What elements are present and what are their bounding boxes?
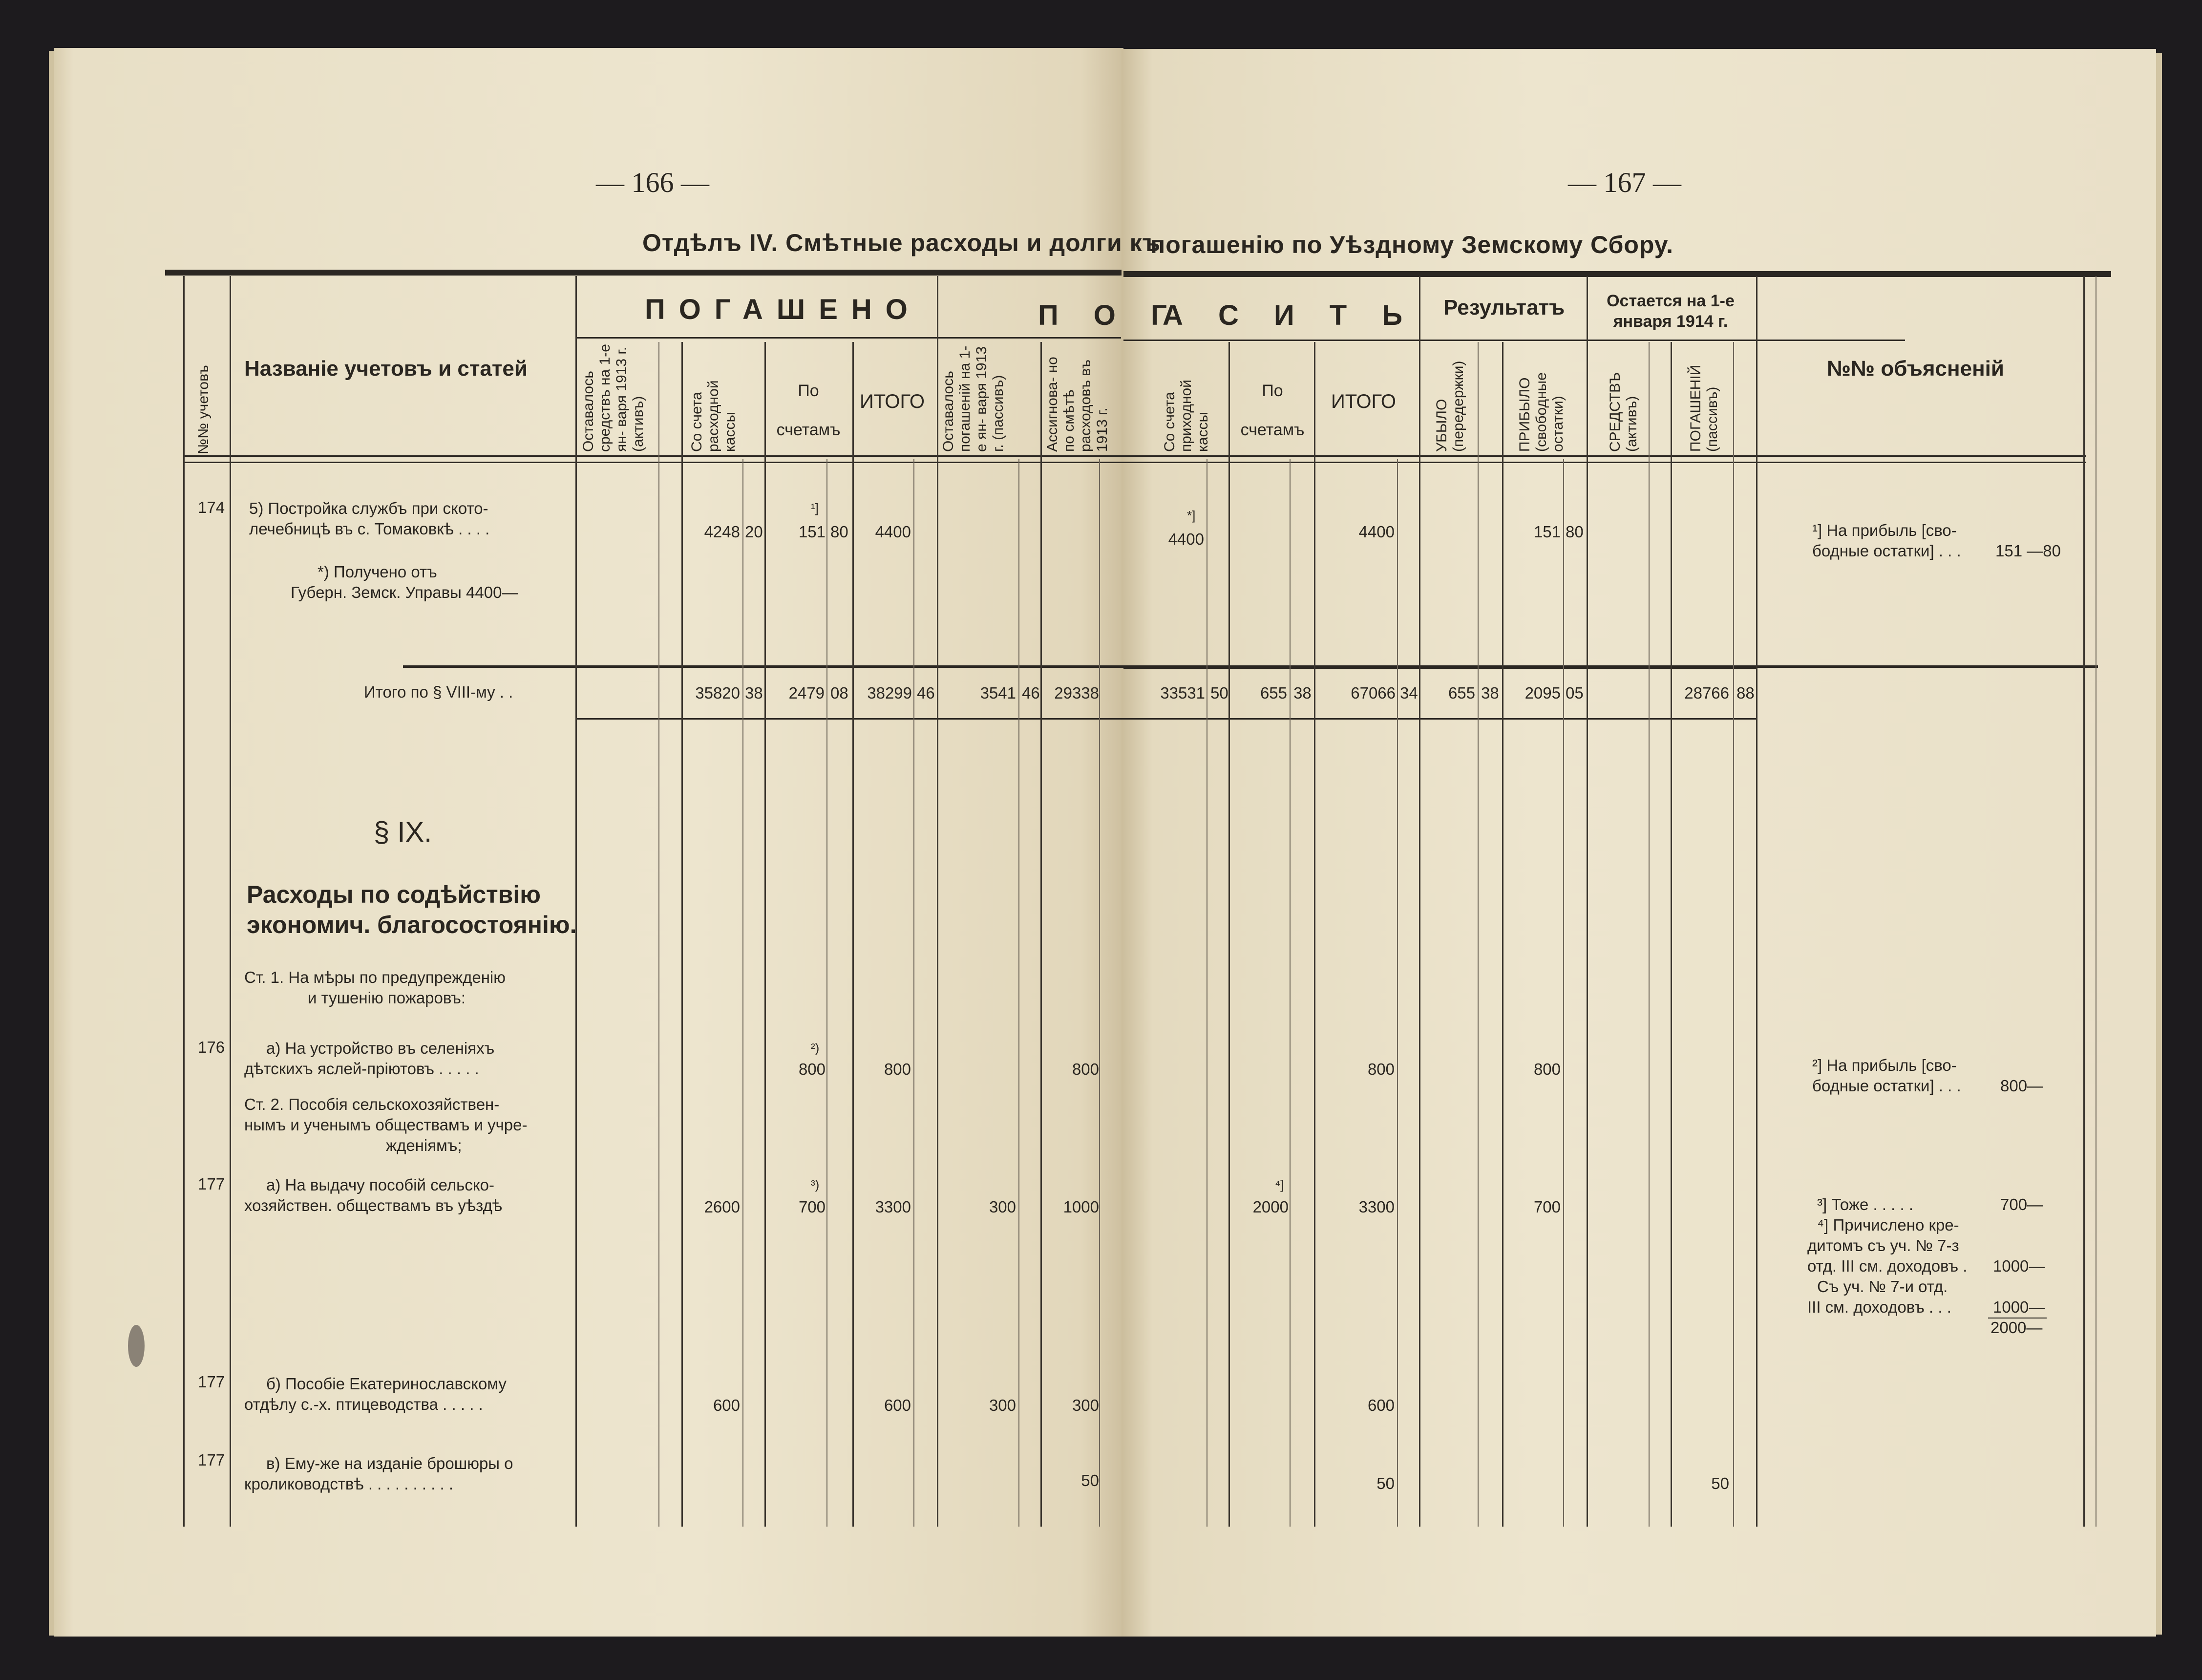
explanation-sum: 2000— [1990, 1318, 2043, 1337]
cell: 600 [884, 1396, 911, 1414]
row-text: дѣтскихъ яслей-прiютовъ . . . . . [244, 1060, 479, 1078]
cell: 05 [1566, 684, 1584, 702]
row-text: б) Пособiе Екатеринославскому [266, 1375, 507, 1393]
col-line [2083, 276, 2085, 1527]
explanation: Съ уч. № 7-и отд. [1817, 1277, 1948, 1296]
col-line [1018, 459, 1019, 1527]
cell: 600 [713, 1396, 740, 1414]
col-line [681, 342, 683, 1527]
col-line [913, 459, 914, 1527]
row-text: кролиководствѣ . . . . . . . . . . [244, 1475, 454, 1493]
band-asit: А С И Т Ь [1163, 299, 1417, 331]
article-heading: Ст. 1. На мѣры по предупрежденiю [244, 968, 506, 986]
col-line [1671, 342, 1672, 1527]
col-header-name: Названiе учетовъ и статей [244, 357, 528, 381]
col-line [1563, 459, 1564, 1527]
col-line [826, 459, 827, 1527]
col-line [230, 276, 231, 1527]
cell: 2600 [704, 1198, 740, 1216]
total-rule-r [1123, 666, 1756, 669]
header-right: погашенiю по Уѣздному Земскому Сбору. [1150, 231, 1674, 258]
cell: 46 [1022, 684, 1040, 702]
col-line [1314, 342, 1315, 1527]
cell: 50 [1376, 1474, 1395, 1492]
header-bottom-rule [183, 455, 2086, 457]
footnote-mark: ¹] [811, 501, 819, 515]
col-line [937, 276, 938, 1527]
col-header-ostavalos-pog: Оставалось погашеній на 1-е ян- варя 1913 г. (пассивъ) [940, 345, 1006, 452]
col-line [1099, 459, 1100, 1527]
cell: 3300 [875, 1198, 911, 1216]
top-rule-right [1123, 271, 2111, 277]
cell: 800 [1533, 1060, 1561, 1078]
total-label: Итого по § VIII-му . . [364, 683, 513, 701]
explanation-value: 700— [2000, 1195, 2044, 1213]
col-line [1419, 276, 1420, 1527]
section-title: Расходы по содѣйствiю [247, 881, 541, 908]
col-header-itogo: ИТОГО [860, 391, 925, 412]
explanation-value: 1000— [1993, 1298, 2045, 1316]
cell: 700 [798, 1198, 826, 1216]
explanation: бодные остатки] . . . [1812, 542, 1961, 560]
col-line [1040, 342, 1042, 1527]
explanation: ³] Тоже . . . . . [1817, 1195, 1914, 1213]
cell: 38 [1481, 684, 1499, 702]
explanation: III см. доходовъ . . . [1807, 1298, 1951, 1316]
left-page [54, 48, 1123, 1637]
cell: 50 [1210, 684, 1228, 702]
header-left: Отдѣлъ IV. Смѣтные расходы и долги къ [642, 229, 1161, 256]
col-header-po-schetam-r: По счетамъ [1240, 382, 1305, 439]
explanation: дитомъ съ уч. № 7-з [1807, 1236, 1959, 1255]
col-header-assign: Ассигнова- но по смѣтѣ расходовъ въ 1913 г. [1044, 357, 1110, 452]
col-line [1756, 276, 1757, 1527]
cell: 29338 [1054, 684, 1099, 702]
col-header-ubylo: УБЫЛО (передержки) [1434, 361, 1466, 452]
row-number: 174 [198, 498, 225, 516]
cell: 3541 [980, 684, 1016, 702]
col-line [1228, 342, 1230, 1527]
cell: 4400 [875, 523, 911, 541]
col-line [1502, 342, 1503, 1527]
row-text: в) Ему-же на изданiе брошюры о [266, 1454, 513, 1472]
cell: 300 [1072, 1396, 1099, 1414]
cell: 600 [1367, 1396, 1395, 1414]
cell: 800 [1367, 1060, 1395, 1078]
page-number-left: — 166 — [596, 167, 709, 198]
cell: 35820 [695, 684, 740, 702]
cell: 88 [1736, 684, 1755, 702]
row-number: 176 [198, 1038, 225, 1056]
row-number: 177 [198, 1175, 225, 1193]
band-rule-asit [1123, 340, 1905, 341]
col-header-pogasheniy: ПОГАШЕНIЙ (пассивъ) [1688, 364, 1720, 452]
cell: 4248 [704, 523, 740, 541]
footnote-mark: ³) [811, 1177, 820, 1192]
col-header-po-schetam: По счетамъ [776, 382, 841, 439]
cell: 80 [1566, 523, 1584, 541]
cell: 800 [1072, 1060, 1099, 1078]
row-text: 5) Постройка службъ при ското- [249, 499, 488, 517]
cell: 1000 [1063, 1198, 1099, 1216]
article-heading: жденiямъ; [386, 1136, 462, 1154]
col-line [658, 342, 659, 1527]
footnote-mark: ²) [811, 1041, 820, 1055]
explanation: ¹] На прибыль [сво- [1812, 521, 1957, 539]
band-result: Результатъ [1443, 296, 1565, 319]
page-number-right: — 167 — [1568, 167, 1681, 198]
col-line [183, 276, 185, 1527]
section-title: экономич. благосостоянiю. [247, 911, 577, 938]
explanation: бодные остатки] . . . [1812, 1077, 1961, 1095]
row-note: *) Получено отъ [318, 563, 437, 581]
footnote-mark: ⁴] [1275, 1177, 1284, 1192]
cell: 08 [830, 684, 848, 702]
col-header-nn: №№ учетовъ [195, 365, 212, 454]
cell: 33531 [1160, 684, 1205, 702]
cell: 2479 [788, 684, 825, 702]
cell: 655 [1448, 684, 1475, 702]
cell: 800 [798, 1060, 826, 1078]
right-page [1122, 49, 2156, 1637]
cell: 700 [1533, 1198, 1561, 1216]
cell: 50 [1081, 1471, 1099, 1489]
row-note: Губерн. Земск. Управы 4400— [291, 583, 518, 601]
explanation: отд. III см. доходовъ . [1807, 1257, 1968, 1275]
explanation: ⁴] Причислено кре- [1817, 1216, 1959, 1234]
row-number: 177 [198, 1373, 225, 1391]
cell: 800 [884, 1060, 911, 1078]
row-text: лечебницѣ въ с. Томаковкѣ . . . . [249, 520, 490, 538]
col-line [742, 459, 743, 1527]
col-line [1649, 342, 1650, 1527]
explanation: ²] На прибыль [сво- [1812, 1056, 1957, 1074]
band-rule-pogasheno [576, 337, 1121, 339]
col-header-so-scheta-prih: Со счета приходной кассы [1162, 380, 1211, 452]
cell: 4400 [1168, 530, 1204, 548]
explanation-value: 151 —80 [1995, 542, 2061, 560]
cell: 46 [917, 684, 935, 702]
binding-hole [128, 1325, 145, 1367]
footnote-mark: *] [1187, 508, 1196, 523]
cell: 34 [1400, 684, 1418, 702]
col-header-obyasn: №№ объясненiй [1827, 357, 2004, 381]
row-text: хозяйствен. обществамъ въ уѣздѣ [244, 1196, 503, 1214]
cell: 50 [1711, 1474, 1729, 1492]
cell: 300 [989, 1198, 1016, 1216]
cell: 300 [989, 1396, 1016, 1414]
cell: 2000 [1252, 1198, 1289, 1216]
cell: 3300 [1358, 1198, 1395, 1216]
cell: 38 [745, 684, 763, 702]
cell: 151 [1533, 523, 1561, 541]
col-header-pribylo: ПРИБЫЛО (свободные остатки) [1517, 372, 1566, 452]
col-line [1478, 342, 1479, 1527]
section-number: § IX. [374, 816, 432, 848]
col-header-itogo-r: ИТОГО [1331, 391, 1397, 412]
col-line [852, 342, 854, 1527]
col-header-so-scheta: Со счета расходной кассы [689, 380, 738, 452]
row-text: отдѣлу с.-х. птицеводства . . . . . [244, 1395, 483, 1413]
article-heading: и тушенiю пожаровъ: [308, 989, 466, 1007]
cell: 67066 [1351, 684, 1396, 702]
cell: 28766 [1684, 684, 1729, 702]
header-bottom-rule-2 [183, 462, 2086, 463]
band-pog: П О Г [1038, 299, 1181, 331]
col-line [1397, 459, 1398, 1527]
row-text: а) На выдачу пособiй сельско- [266, 1176, 494, 1194]
cell: 38 [1293, 684, 1312, 702]
total-rule-bottom [576, 718, 1756, 720]
cell: 4400 [1358, 523, 1395, 541]
top-rule-left [165, 270, 1122, 276]
col-line [1733, 342, 1734, 1527]
row-text: а) На устройство въ селенiяхъ [266, 1039, 495, 1057]
band-ostaetsya: Остается на 1-е января 1914 г. [1607, 292, 1735, 331]
cell: 655 [1260, 684, 1287, 702]
cell: 2095 [1524, 684, 1561, 702]
col-line [1587, 276, 1588, 1527]
explanation-value: 1000— [1993, 1257, 2045, 1275]
explanation-value: 800— [2000, 1077, 2044, 1095]
cell: 151 [798, 523, 826, 541]
band-pogasheno: ПОГАШЕНО [645, 294, 921, 325]
col-header-ostavalos: Оставалось средствъ на 1-е ян- варя 1913 г. (активъ) [580, 344, 646, 452]
article-heading: Ст. 2. Пособiя сельскохозяйствен- [244, 1095, 500, 1113]
article-heading: нымъ и ученымъ обществамъ и учре- [244, 1116, 528, 1134]
col-header-sredstv: СРЕДСТВЪ (активъ) [1607, 372, 1640, 452]
col-line [1290, 459, 1291, 1527]
cell: 38299 [867, 684, 912, 702]
col-line [764, 342, 766, 1527]
cell: 80 [830, 523, 848, 541]
row-number: 177 [198, 1451, 225, 1469]
col-line [575, 276, 577, 1527]
cell: 20 [745, 523, 763, 541]
